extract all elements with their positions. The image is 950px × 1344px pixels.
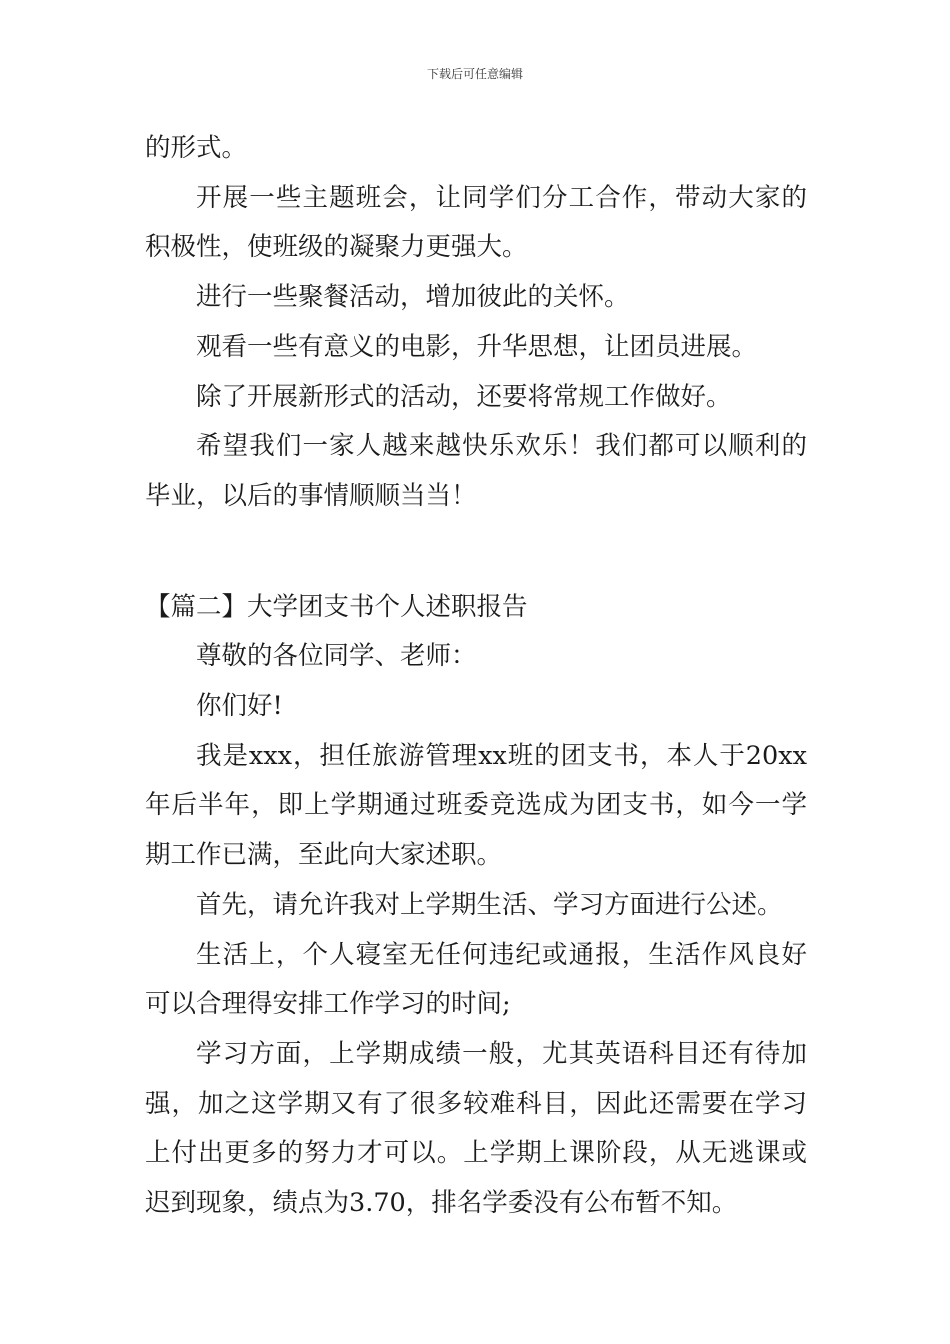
paragraph: 首先，请允许我对上学期生活、学习方面进行公述。 [196,889,783,920]
paragraph: 的形式。 [145,133,248,163]
paragraph: 进行一些聚餐活动，增加彼此的关怀。 [196,282,630,313]
paragraph: 学习方面，上学期成绩一般，尤其英语科目还有待加强，加之这学期又有了很多较难科目，因此还需要在学习上付出更多的努力才可以。上学期上课阶段，从无逃课或迟到现象，绩点为3.70，排名学委没有公布暂不知。 [145,1038,807,1219]
paragraph: 我是xxx，担任旅游管理xx班的团支书，本人于20xx年后半年，即上学期通过班委竞选成为团支书，如今一学期工作已满，至此向大家述职。 [145,740,807,871]
page-header: 下载后可任意编辑 [426,67,523,81]
document-body [145,124,807,1229]
paragraph: 观看一些有意义的电影，升华思想，让团员进展。 [196,331,758,362]
paragraph: 尊敬的各位同学、老师： [196,641,477,672]
paragraph: 生活上，个人寝室无任何违纪或通报，生活作风良好可以合理得安排工作学习的时间; [145,939,807,1020]
paragraph: 开展一些主题班会，让同学们分工合作，带动大家的积极性，使班级的凝聚力更强大。 [145,182,807,263]
paragraph: 除了开展新形式的活动，还要将常规工作做好。 [196,381,732,412]
paragraph: 你们好! [196,691,283,722]
paragraph: 希望我们一家人越来越快乐欢乐！我们都可以顺利的毕业，以后的事情顺顺当当！ [145,431,807,511]
section-title: 【篇二】大学团支书个人述职报告 [145,591,528,622]
